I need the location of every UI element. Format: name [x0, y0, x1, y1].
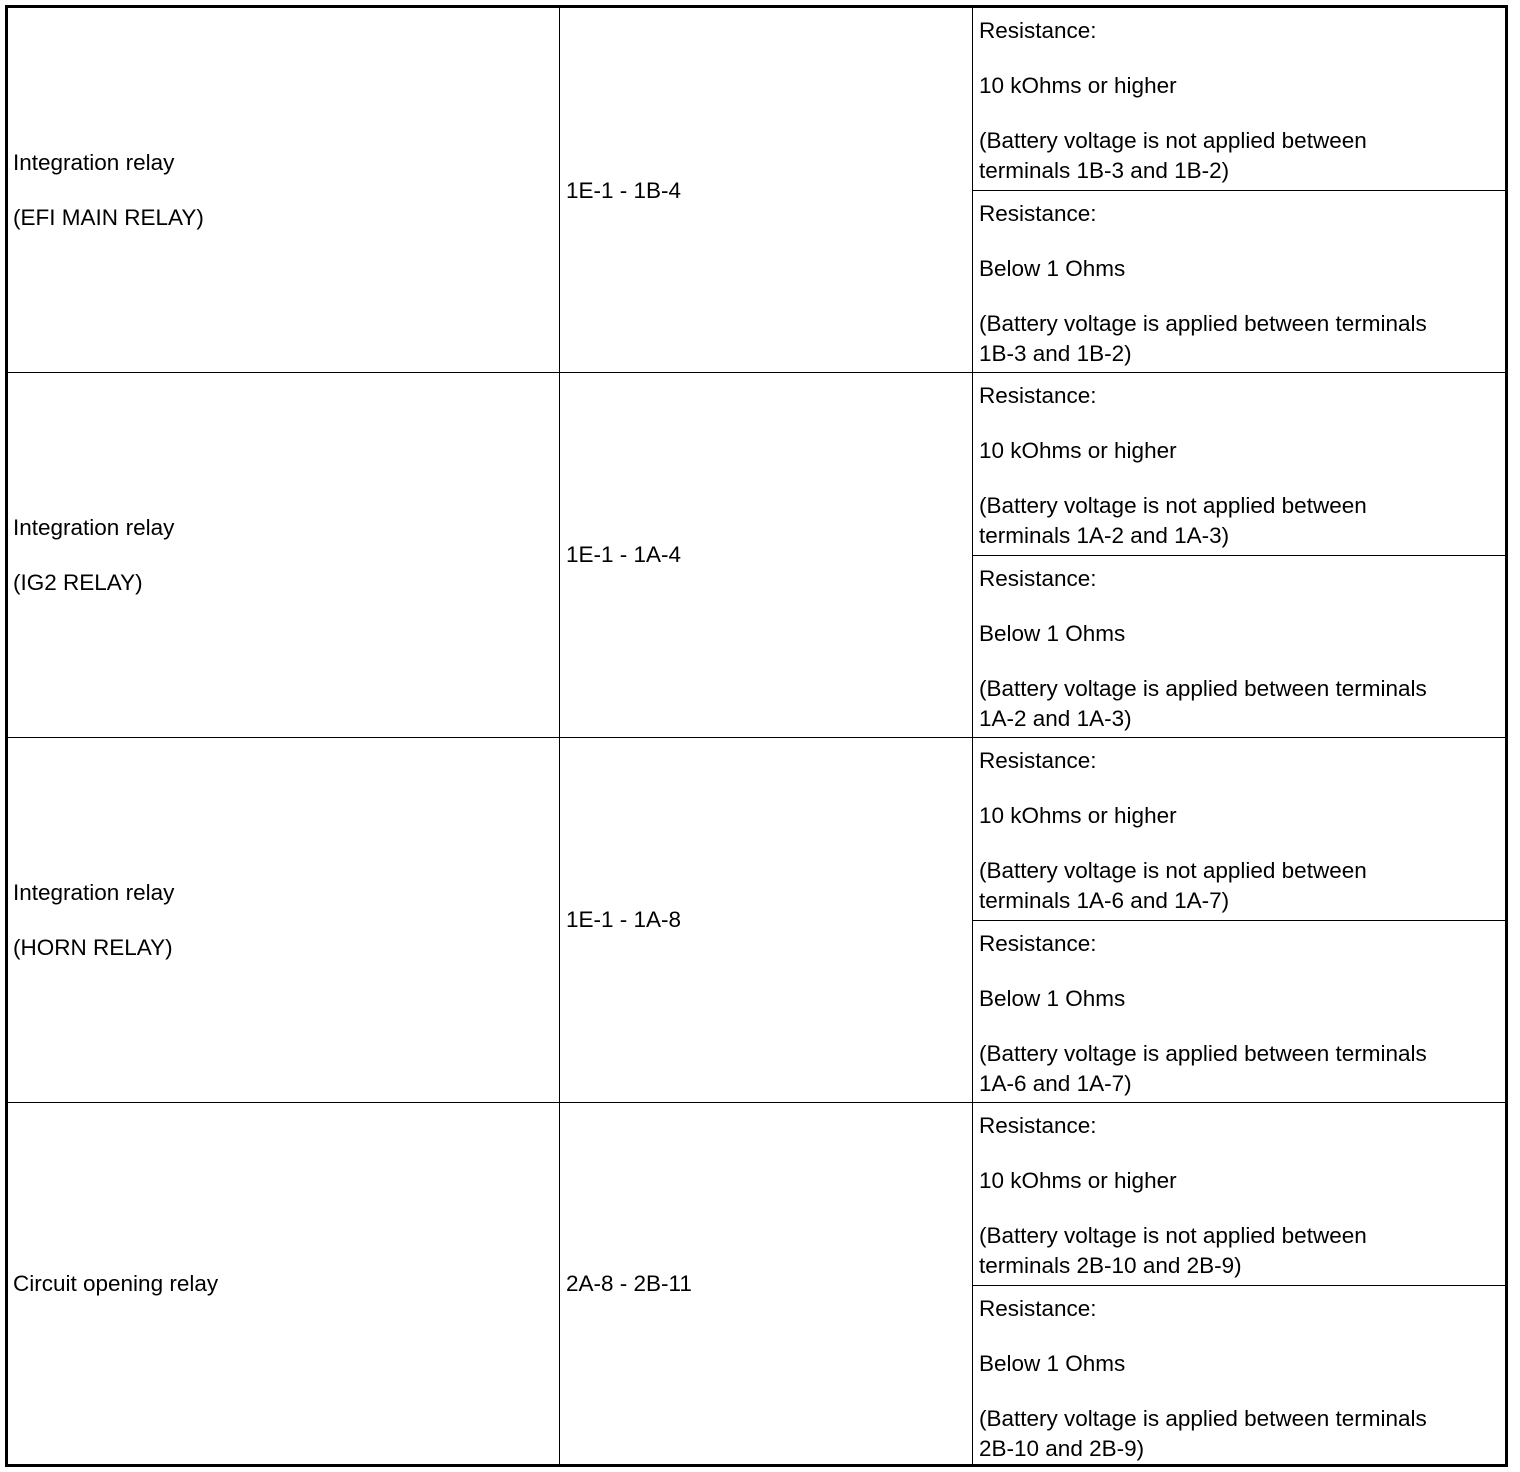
terminal-cell — [559, 373, 972, 737]
condition-open — [973, 373, 1505, 555]
condition-open — [973, 738, 1505, 920]
component-name: Integration relay — [13, 514, 175, 540]
condition-value: 10 kOhms or higher — [979, 73, 1177, 98]
condition-note: (Battery voltage is applied between terminals 1A-6 and 1A-7) — [979, 1041, 1427, 1096]
terminal-connection: 1E-1 - 1B-4 — [566, 177, 682, 203]
condition-value: Below 1 Ohms — [979, 986, 1126, 1011]
condition-label: Resistance: — [979, 748, 1097, 773]
condition-note: (Battery voltage is not applied between terminals 1B-3 and 1B-2) — [979, 128, 1367, 183]
condition-label: Resistance: — [979, 1296, 1097, 1321]
condition-closed — [973, 555, 1505, 737]
condition-closed — [973, 190, 1505, 372]
component-cell — [8, 8, 559, 373]
table-row — [8, 372, 1505, 737]
condition-label: Resistance: — [979, 383, 1097, 408]
condition-open — [973, 8, 1505, 190]
component-cell — [8, 373, 559, 737]
condition-closed — [973, 1285, 1505, 1465]
terminal-cell — [559, 738, 972, 1102]
condition-note: (Battery voltage is applied between terminals 1A-2 and 1A-3) — [979, 676, 1427, 731]
table-row — [8, 737, 1505, 1102]
component-subname: (IG2 RELAY) — [13, 569, 143, 595]
condition-note: (Battery voltage is applied between terminals 1B-3 and 1B-2) — [979, 311, 1427, 366]
terminal-cell — [559, 1103, 972, 1464]
terminal-connection: 1E-1 - 1A-4 — [566, 542, 682, 567]
component-name: Circuit opening relay — [13, 1270, 219, 1296]
condition-label: Resistance: — [979, 931, 1097, 956]
condition-value: 10 kOhms or higher — [979, 438, 1177, 463]
relay-inspection-table — [5, 5, 1508, 1467]
condition-note: (Battery voltage is applied between terminals 2B-10 and 2B-9) — [979, 1406, 1427, 1461]
terminal-connection: 2A-8 - 2B-11 — [566, 1270, 692, 1296]
component-name: Integration relay — [13, 150, 175, 175]
condition-value: 10 kOhms or higher — [979, 803, 1177, 828]
condition-label: Resistance: — [979, 1113, 1097, 1138]
terminal-cell — [559, 8, 972, 373]
condition-open — [973, 1103, 1505, 1285]
component-name: Integration relay — [13, 879, 175, 905]
condition-note: (Battery voltage is not applied between terminals 2B-10 and 2B-9) — [979, 1223, 1367, 1278]
condition-value: Below 1 Ohms — [979, 1351, 1126, 1376]
condition-label: Resistance: — [979, 201, 1097, 226]
component-cell — [8, 1103, 559, 1464]
component-subname: (HORN RELAY) — [13, 934, 173, 960]
condition-value: Below 1 Ohms — [979, 256, 1126, 281]
condition-note: (Battery voltage is not applied between terminals 1A-2 and 1A-3) — [979, 493, 1367, 548]
table-row — [8, 8, 1505, 373]
component-cell — [8, 738, 559, 1102]
table-row — [8, 1102, 1505, 1464]
condition-label: Resistance: — [979, 566, 1097, 591]
component-subname: (EFI MAIN RELAY) — [13, 205, 204, 230]
condition-value: 10 kOhms or higher — [979, 1168, 1177, 1193]
terminal-connection: 1E-1 - 1A-8 — [566, 907, 682, 932]
condition-value: Below 1 Ohms — [979, 621, 1126, 646]
condition-note: (Battery voltage is not applied between terminals 1A-6 and 1A-7) — [979, 858, 1367, 913]
condition-cell — [972, 1103, 1505, 1464]
condition-label: Resistance: — [979, 18, 1097, 43]
condition-cell — [972, 373, 1505, 737]
condition-cell — [972, 738, 1505, 1102]
condition-closed — [973, 920, 1505, 1102]
condition-cell — [972, 8, 1505, 373]
